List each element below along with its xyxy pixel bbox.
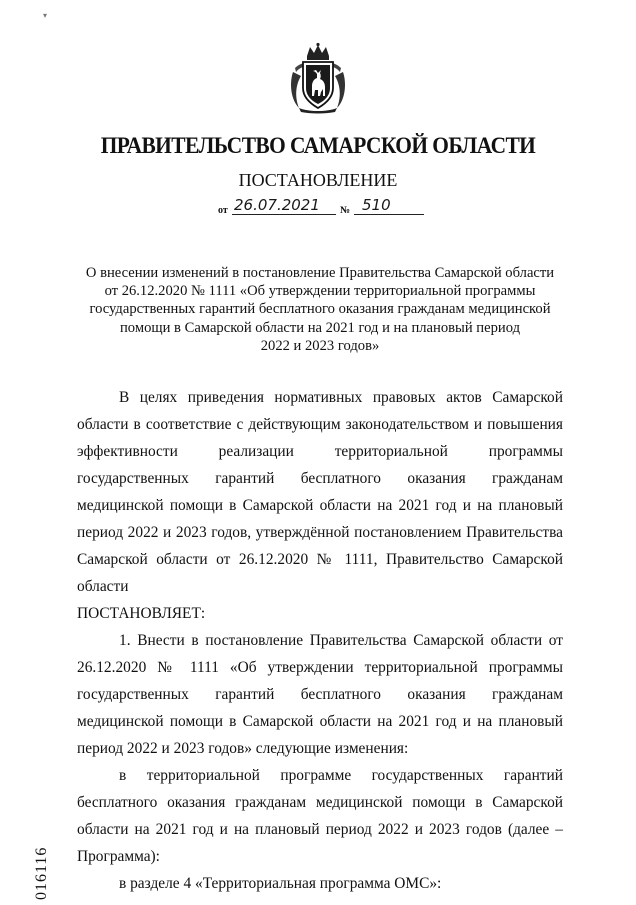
subject-line: государственных гарантий бесплатного оказания гражданам медицинской (89, 301, 551, 318)
side-stamp-number: 016116 (33, 846, 50, 900)
government-title: ПРАВИТЕЛЬСТВО САМАРСКОЙ ОБЛАСТИ (100, 133, 536, 158)
scan-mark: ▾ (43, 11, 48, 20)
date-prefix: от (218, 205, 228, 216)
date-number-line (218, 196, 428, 218)
document-type: ПОСТАНОВЛЕНИЕ (238, 170, 398, 190)
decree-word: ПОСТАНОВЛЯЕТ: (77, 605, 206, 622)
date-value: 26.07.2021 (234, 196, 320, 214)
preamble-paragraph: В целях приведения нормативных правовых актов Самарской области в соответствие с действующим законодательством и повышения эффективности реализации территориальной программы государственных гарантий бесплатного оказания гражданам медицинской помощи в Самарской области на 2021 год и на плановый период 2022 и 2023 годов, утверждённой постановлением Правительства Самарской области от 26.12.2020 № 1111, Правительство Самарской области (77, 389, 563, 595)
number-prefix: № (340, 205, 351, 216)
subject-line: 2022 и 2023 годов» (260, 337, 380, 354)
subject-line: от 26.12.2020 № 1111 «Об утверждении территориальной программы (104, 283, 536, 300)
item-1-paragraph: 1. Внести в постановление Правительства Самарской области от 26.12.2020 № 1111 «Об утверждении территориальной программы государственных гарантий бесплатного оказания гражданам медицинской помощи в Самарской области на 2021 год и на плановый период 2022 и 2023 годов» следующие изменения: (77, 632, 563, 757)
date-underline (232, 214, 336, 215)
number-value: 510 (362, 196, 391, 214)
side-stamp-container (33, 830, 55, 900)
document-subject (70, 264, 570, 355)
number-underline (354, 214, 424, 215)
subject-line: помощи в Самарской области на 2021 год и на плановый период (120, 319, 520, 336)
item-1-subparagraph: в территориальной программе государственных гарантий бесплатного оказания гражданам медицинской помощи в Самарской области на 2021 год и на плановый период 2022 и 2023 годов (далее – Программа): (77, 767, 563, 865)
item-1-section: в разделе 4 «Территориальная программа ОМС»: (119, 875, 442, 892)
document-body (77, 384, 563, 897)
subject-line: О внесении изменений в постановление Правительства Самарской области (85, 265, 555, 281)
coat-of-arms-icon (285, 42, 351, 114)
